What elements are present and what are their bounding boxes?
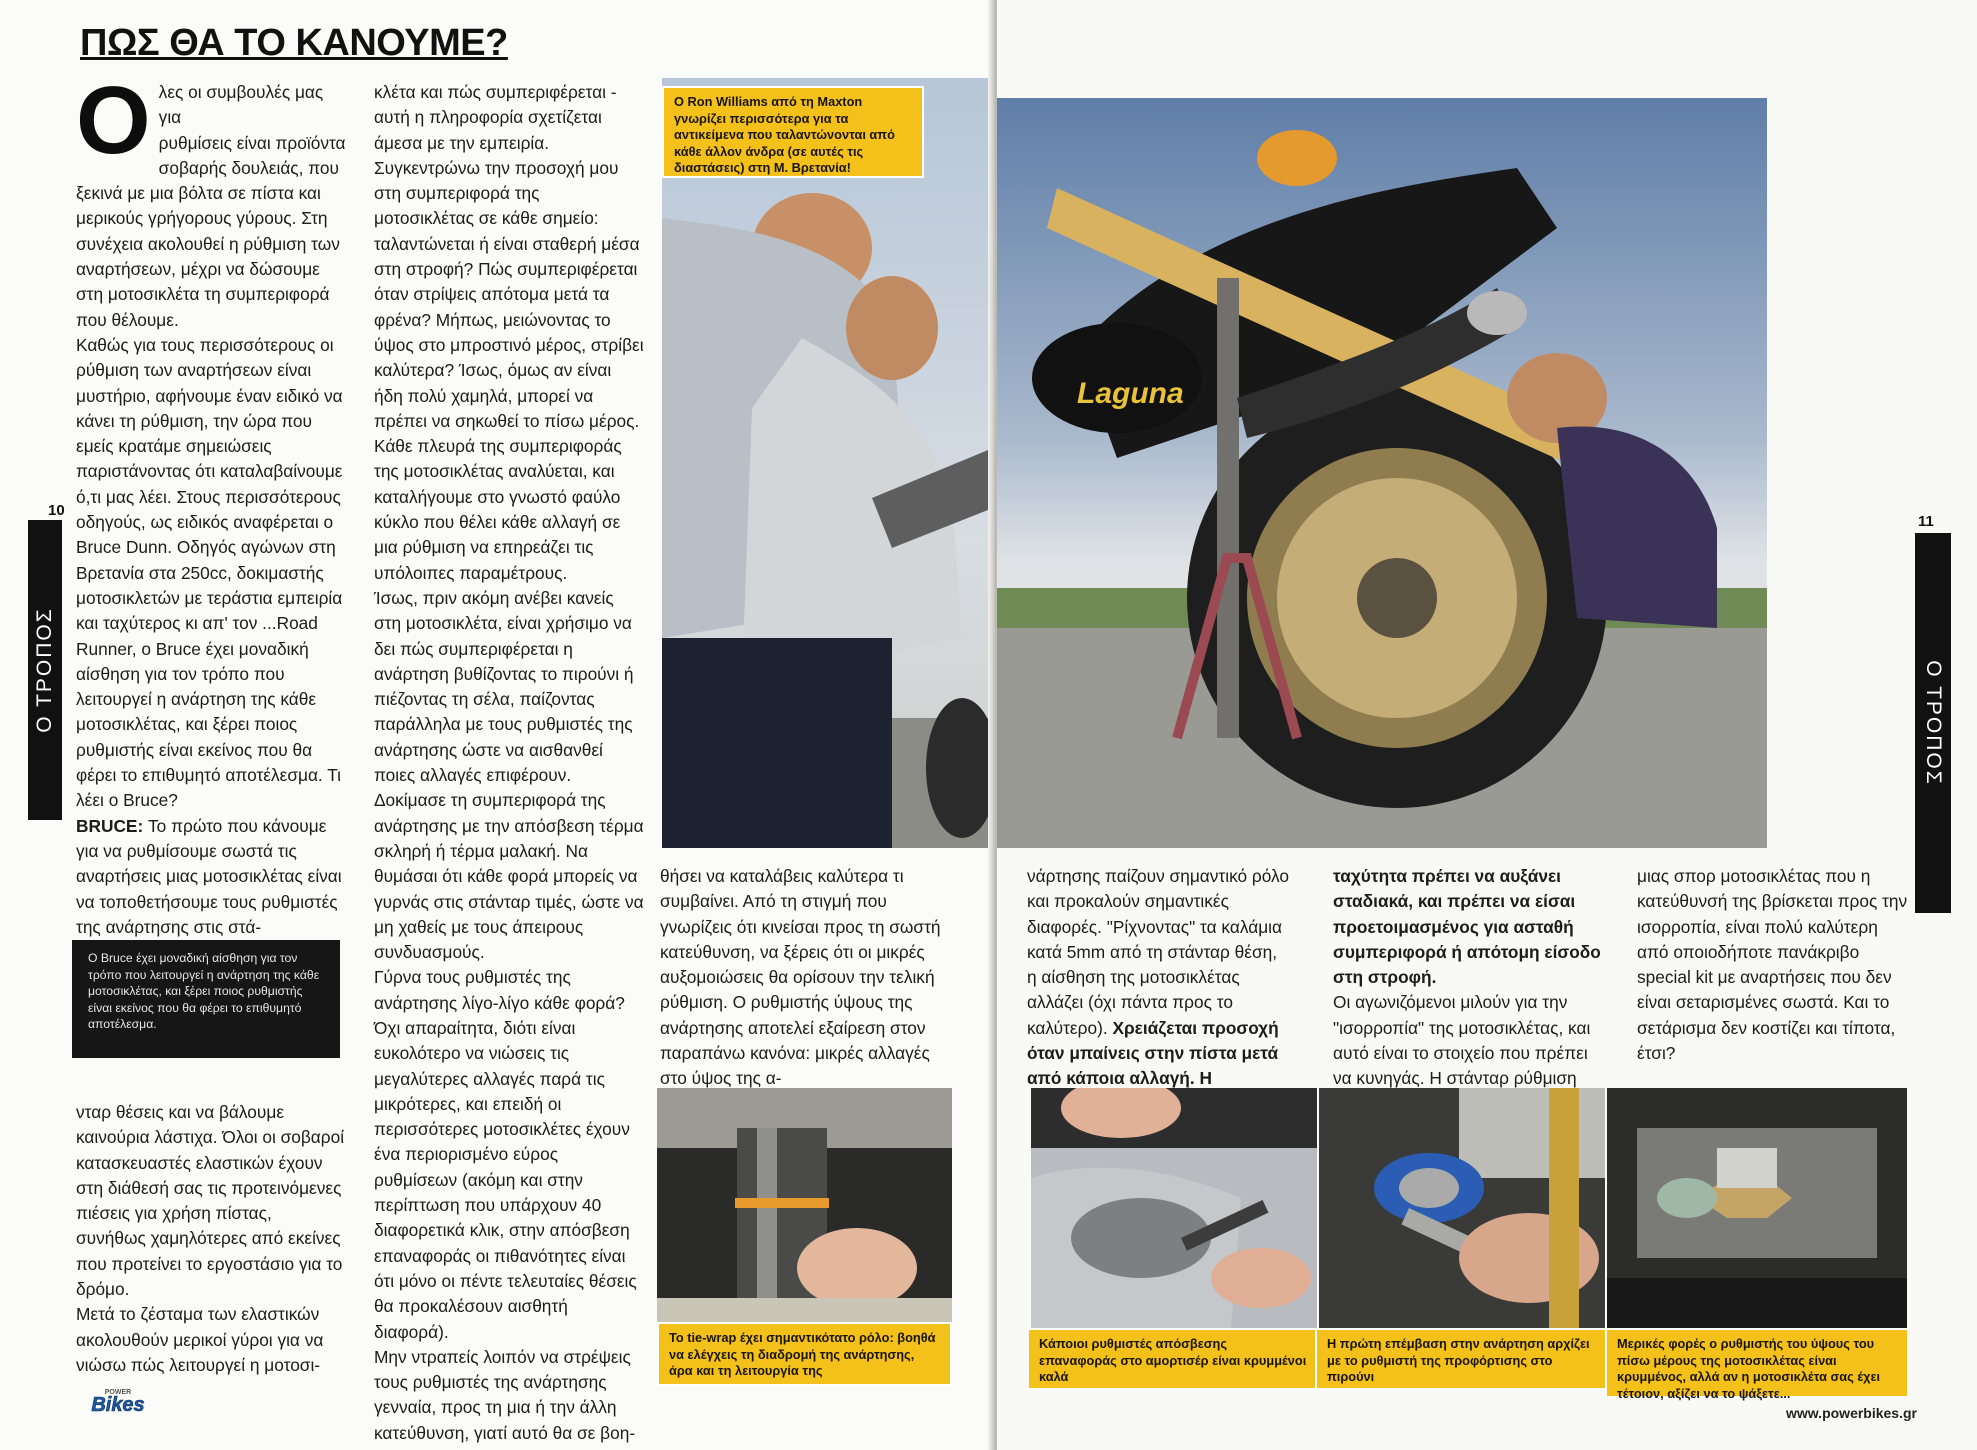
caption-main-photo: Ο Ron Williams από τη Maxton γνωρίζει περισσότερα για τα αντικείμενα που ταλαντώνονται από κάθε άλλον άνδρα (σε αυτές τις διαστάσεις) στη Μ. Βρετανία!: [662, 86, 924, 178]
paragraph: μιας σπορ μοτοσικλέτας που η κατεύθυνσή της βρίσκεται προς την ισορροπία, είναι πολύ καλύτερη από οποιοδήποτε πανάκριβο special kit με αναρτήσεις που δεν είναι σεταρισμένες σωστά. Και το σετάρισμα δεν κοστίζει και τίποτα, έτσι?: [1637, 866, 1908, 1064]
caption-rebound-adjuster: Κάποιοι ρυθμιστές απόσβεσης επαναφοράς στο αμορτισέρ είναι κρυμμένοι καλά: [1027, 1328, 1319, 1390]
paragraph: Καθώς για τους περισσότερους οι ρύθμιση των αναρτήσεων είναι μυστήριο, αφήνουμε έναν ειδικό να κάνει τη ρύθμιση, την ώρα που εμείς κρατάμε σημειώσεις παριστάνοντας ότι καταλαβαίνουμε ό,τι μας λέει. Στους περισσότερους οδηγούς, ως ειδικός αναφέρεται ο Bruce Dunn. Οδηγός αγώνων στη Βρετανία στα 250cc, δοκιμαστής μοτοσικλετών με τεράστια εμπειρία και ταχύτερος κι απ' τον ...Road Runner, ο Bruce έχει μοναδική αίσθηση για τον τρόπο που λειτουργεί η ανάρτηση της κάθε μοτοσικλέτας, και ξέρει ποιος ρυθμιστής είναι εκείνος που θα φέρει το επιθυμητό αποτέλεσμα. Τι λέει ο Bruce?: [76, 334, 343, 811]
section-tab-right: [1915, 533, 1951, 913]
paragraph: ξεκινά με μια βόλτα σε πίστα και μερικούς γρήγορους γύρους. Στη συνέχεια ακολουθεί η ρύθμιση των αναρτήσεων, μέχρι να δώσουμε στη μοτοσικλέτα τη συμπεριφορά που θέλουμε.: [76, 183, 340, 330]
section-tab-left: [28, 520, 62, 820]
paragraph-text: νάρτησης παίζουν σημαντικό ρόλο και προκαλούν σημαντικές διαφορές. "Ρίχνοντας" τα καλάμια κατά 5mm από τη στάνταρ θέση, η αίσθηση της μοτοσικλέτας αλλάζει (όχι πάντα προς το καλύτερο).: [1027, 866, 1290, 1038]
paragraph: Οι αγωνιζόμενοι μιλούν για την "ισορροπία" της μοτοσικλέτας, και αυτό είναι το στοιχείο που πρέπει να κυνηγάς. Η στάνταρ ρύθμιση: [1333, 992, 1591, 1089]
paragraph: [76, 814, 346, 940]
paragraph: κλέτα και πώς συμπεριφέρεται - αυτή η πληροφορία σχετίζεται άμεσα με την εμπειρία. Συγκεντρώνω την προσοχή μου στη συμπεριφορά της μοτοσικλέτας σε κάθε σημείο: ταλαντώνεται ή είναι σταθερή μέσα στη στροφή? Πώς συμπεριφέρεται όταν στρίψεις απότομα μετά τα φρένα? Μήπως, μειώνοντας το ύψος στο μπροστινό μέρος, στρίβει καλύτερα? Ίσως, όμως αν είναι ήδη πολύ χαμηλά, μπορεί να πρέπει να σηκωθεί το πίσω μέρος. Κάθε πλευρά της συμπεριφοράς της μοτοσικλέτας αναλύεται, και καταλήγουμε στο γνωστό φαύλο κύκλο που θέλει κάθε αλλαγή σε μια ρύθμιση να επηρεάζει τις υπόλοιπες παραμέτρους.: [374, 82, 644, 583]
caption-rear-height-adjuster: Μερικές φορές ο ρυθμιστής του ύψους του πίσω μέρους της μοτοσικλέτας είναι κρυμμένος, αλλά αν η μοτοσικλέτα σας έχει τέτοιον, αξίζει να το ψάξετε...: [1605, 1328, 1909, 1398]
headline: ΠΩΣ ΘΑ ΤΟ ΚΑΝΟΥΜΕ?: [80, 22, 508, 64]
article-column-5: [1333, 864, 1601, 1092]
speaker-label: BRUCE:: [76, 815, 144, 836]
caption-preload-adjuster: Η πρώτη επέμβαση στην ανάρτηση αρχίζει με το ρυθμιστή της προφόρτισης στο πιρούνι: [1315, 1328, 1607, 1390]
article-column-1-continued: [76, 1100, 346, 1378]
pull-quote-box: Ο Bruce έχει μοναδική αίσθηση για τον τρόπο που λειτουργεί η ανάρτηση της κάθε μοτοσικλέτας, και ξέρει ποιος ρυθμιστής είναι εκείνος που θα φέρει το επιθυμητό αποτέλεσμα.: [72, 940, 340, 1058]
intro-line-1: λες οι συμβουλές μας για: [158, 82, 324, 128]
rebound-adjuster-photo: [1031, 1088, 1317, 1328]
intro-line-2: ρυθμίσεις είναι προϊόντα: [158, 132, 346, 153]
power-bikes-logo: [72, 1385, 164, 1413]
paragraph: Γύρνα τους ρυθμιστές της ανάρτησης λίγο-λίγο κάθε φορά? Όχι απαραίτητα, διότι είναι ευκολότερο να νιώσεις τις μεγαλύτερες αλλαγές παρά τις μικρότερες, και επειδή οι περισσότερες μοτοσικλέτες έχουν ένα περιορισμένο εύρος ρυθμίσεων (ακόμη και στην περίπτωση που υπάρχουν 40 διαφορετικά κλικ, στην απόσβεση επαναφοράς οι πιθανότητες είναι ότι μόνο οι πέντε τελευταίες θέσεις θα προκαλέσουν αισθητή διαφορά).: [374, 967, 637, 1342]
main-photo-right-half: [997, 98, 1767, 848]
section-tab-label: Ο ΤΡΟΠΟΣ: [33, 607, 56, 733]
section-tab-label: Ο ΤΡΟΠΟΣ: [1922, 660, 1945, 786]
paragraph: Μην ντραπείς λοιπόν να στρέψεις τους ρυθμιστές της ανάρτησης γενναία, προς τη μια ή την άλλη κατεύθυνση, γιατί αυτό θα σε βοη-: [374, 1346, 636, 1443]
motorcycle-photo: [997, 98, 1767, 848]
preload-adjuster-photo: [1319, 1088, 1605, 1328]
paragraph: Ίσως, πριν ακόμη ανέβει κανείς στη μοτοσικλέτα, είναι χρήσιμο να δει πώς συμπεριφέρεται η ανάρτηση βυθίζοντας το πιρούνι ή πιέζοντας τη σέλα, παίζοντας παράλληλα με τους ρυθμιστές της ανάρτησης ώστε να αισθανθεί ποιες αλλαγές επιφέρουν. Δοκίμασε τη συμπεριφορά της ανάρτησης με την απόσβεση τέρμα σκληρή ή τέρμα μαλακή. Να θυμάσαι ότι κάθε φορά μπορείς να γυρνάς στις στάνταρ τιμές, ώστε να μη χαθείς με τους άπειρους συνδυασμούς.: [374, 587, 644, 963]
website-url: www.powerbikes.gr: [1786, 1405, 1917, 1421]
caption-tie-wrap: Το tie-wrap έχει σημαντικότατο ρόλο: βοηθά να ελέγχεις τη διαδρομή της ανάρτησης, άρα και τη λειτουργία της: [657, 1322, 952, 1386]
paragraph: Μετά το ζέσταμα των ελαστικών ακολουθούν μερικοί γύροι για να νιώσω πώς λειτουργεί η μοτοσι-: [76, 1304, 324, 1375]
mechanic-photo: [662, 78, 993, 848]
article-column-6: [1637, 864, 1911, 1066]
logo-text-main: Bikes: [91, 1394, 145, 1413]
logo-text-top: POWER: [104, 1389, 132, 1396]
main-photo-left-half: [662, 78, 993, 848]
drop-cap: Ο: [76, 67, 151, 174]
tie-wrap-photo: [657, 1088, 952, 1322]
paragraph-emphasis: Χρειάζεται προσοχή όταν μπαίνεις στην πίστα μετά από κάποια αλλαγή. Η: [1027, 1017, 1279, 1089]
page-number-left: 10: [48, 502, 65, 519]
paragraph: [1027, 864, 1289, 1092]
intro-line-3: σοβαρής δουλειάς, που: [158, 157, 339, 178]
paragraph-text: Το πρώτο που κάνουμε για να ρυθμίσουμε σωστά τις αναρτήσεις μιας μοτοσικλέτας είναι να τοποθετήσουμε τους ρυθμιστές της ανάρτησης στις στά-: [76, 815, 342, 937]
rear-height-adjuster-photo: [1607, 1088, 1907, 1328]
bike-brand-decal: Laguna: [1077, 377, 1184, 410]
paragraph-emphasis: ταχύτητα πρέπει να αυξάνει σταδιακά, και πρέπει να είσαι προετοιμασμένος για ασταθή συμπεριφορά ή απότομη είσοδο στη στροφή.: [1333, 866, 1601, 988]
paragraph: νταρ θέσεις και να βάλουμε καινούρια λάστιχα. Όλοι οι σοβαροί κατασκευαστές ελαστικών έχουν στη διάθεσή σας τις προτεινόμενες πιέσεις για χρήση πίστας, συνήθως χαμηλότερες από εκείνες που προτείνει το εργοστάσιο για το δρόμο.: [76, 1102, 345, 1300]
article-column-4: [1027, 864, 1289, 1092]
right-page: [997, 0, 1977, 1450]
paragraph: θήσει να καταλάβεις καλύτερα τι συμβαίνει. Από τη στιγμή που γνωρίζεις ότι κινείσαι προς τη σωστή κατεύθυνση, να ξέρεις ότι οι μικρές αυξομοιώσεις θα ορίσουν την τελική ρύθμιση. Ο ρυθμιστής ύψους της ανάρτησης αποτελεί εξαίρεση στον παραπάνω κανόνα: μικρές αλλαγές στο ύψος της α-: [660, 866, 941, 1089]
page-number-right: 11: [1918, 513, 1934, 530]
article-column-3: [660, 864, 952, 1092]
article-column-2: [374, 80, 644, 1446]
article-column-1: [76, 67, 346, 940]
